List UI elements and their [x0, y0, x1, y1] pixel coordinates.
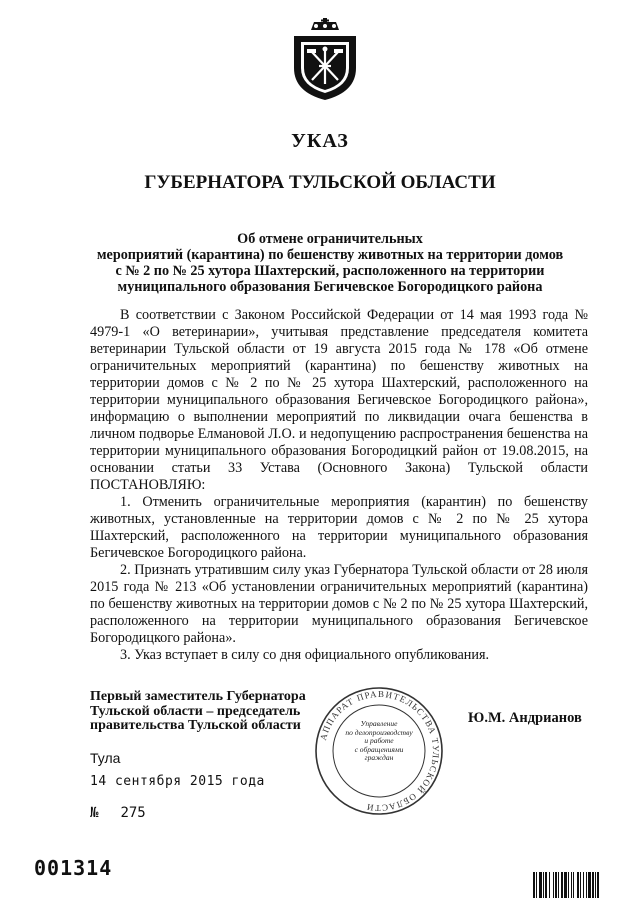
barcode-bar: [580, 872, 581, 898]
preamble-paragraph: В соответствии с Законом Российской Федерации от 14 мая 1993 года № 4979-1 «О ветеринарии», учитывая представление председателя комитета ветеринарии Тульской области от 19 августа 2015 года № 178 «Об отмене ограничительных мероприятий (карантина) по бешенству животных на территории домов с № 2 по № 25 хутора Шахтерский, расположенного на территории муниципального образования Бегичевское Богородицкого района», информацию о выполнении мероприятий по ликвидации очага бешенства в личном подворье Елмановой Л.О. и недопущению распространения бешенства на территории муниципального образования Богородицкий район от 19.08.2015, на основании статьи 33 Устава (Основного Закона) Тульской области ПОСТАНОВЛЯЮ:: [90, 307, 588, 493]
barcode-bar: [539, 872, 542, 898]
clause-1: 1. Отменить ограничительные мероприятия (карантин) по бешенству животных, установленные на территории домов с № 2 по № 25 хутора Шахтерский, расположенного на территории муниципального образования Бегичевское Богородицкого района.: [90, 494, 588, 561]
stamp-line: Управление: [360, 719, 398, 728]
place-of-issue: Тула: [90, 750, 121, 766]
signatory-position: [90, 690, 306, 734]
position-line: правительства Тульской области: [90, 718, 301, 733]
barcode-bar: [595, 872, 596, 898]
clause-2: 2. Признать утратившим силу указ Губернатора Тульской области от 28 июля 2015 года № 213 «Об установлении ограничительных мероприятий (карантина) по бешенству животных на территории домов с № 2 по № 25 хутора Шахтерский, расположенного на территории муниципального образования Бегичевское Богородицкого района».: [90, 562, 588, 646]
barcode-bar: [561, 872, 563, 898]
subject-line: мероприятий (карантина) по бешенству животных на территории домов: [96, 247, 564, 263]
barcode-bar: [571, 872, 572, 898]
stamp-line: с обращениями: [354, 744, 404, 754]
barcode-bar: [592, 872, 594, 898]
stamp-center-text: [337, 720, 421, 763]
barcode-bar: [558, 872, 559, 898]
position-line: Первый заместитель Губернатора: [90, 689, 306, 704]
clause-3: 3. Указ вступает в силу со дня официального опубликования.: [120, 647, 490, 663]
subject-line: с № 2 по № 25 хутора Шахтерский, расположенного на территории: [115, 263, 545, 279]
barcode-bar: [564, 872, 567, 898]
barcode-bar: [577, 872, 579, 898]
document-issuer: ГУБЕРНАТОРА ТУЛЬСКОЙ ОБЛАСТИ: [144, 172, 496, 193]
barcode-bar: [543, 872, 544, 898]
barcode-icon: [532, 872, 630, 898]
number-value: 275: [120, 805, 146, 821]
serial-number: 001314: [34, 856, 113, 880]
subject-line: муниципального образования Бегичевское Богородицкого района: [117, 279, 543, 295]
signatory-name: Ю.М. Андрианов: [468, 710, 582, 726]
barcode-bar: [583, 872, 584, 898]
subject-line: Об отмене ограничительных: [237, 231, 423, 247]
barcode-bar: [588, 872, 591, 898]
document-title: УКАЗ: [291, 130, 349, 152]
stamp-line: и работе: [364, 736, 394, 746]
barcode-bar: [573, 872, 574, 898]
barcode-bar: [597, 872, 599, 898]
position-line: Тульской области – председатель: [90, 703, 301, 719]
stamp-line: по делопроизводству: [345, 727, 413, 737]
coat-of-arms-icon: [292, 18, 358, 100]
barcode-bar: [536, 872, 537, 898]
stamp-line: граждан: [364, 753, 394, 763]
barcode-bar: [533, 872, 535, 898]
issue-date: 14 сентября 2015 года: [90, 774, 265, 789]
barcode-bar: [568, 872, 569, 898]
barcode-bar: [549, 872, 550, 898]
barcode-bar: [586, 872, 587, 898]
barcode-bar: [545, 872, 547, 898]
barcode-bar: [555, 872, 557, 898]
barcode-bar: [553, 872, 554, 898]
number-label: №: [90, 805, 99, 821]
document-subject: [70, 231, 590, 295]
document-body: [90, 307, 588, 664]
stamp-ring-text: АППАРАТ ПРАВИТЕЛЬСТВА ТУЛЬСКОЙ ОБЛАСТИ: [318, 688, 442, 814]
document-number: [90, 805, 146, 821]
